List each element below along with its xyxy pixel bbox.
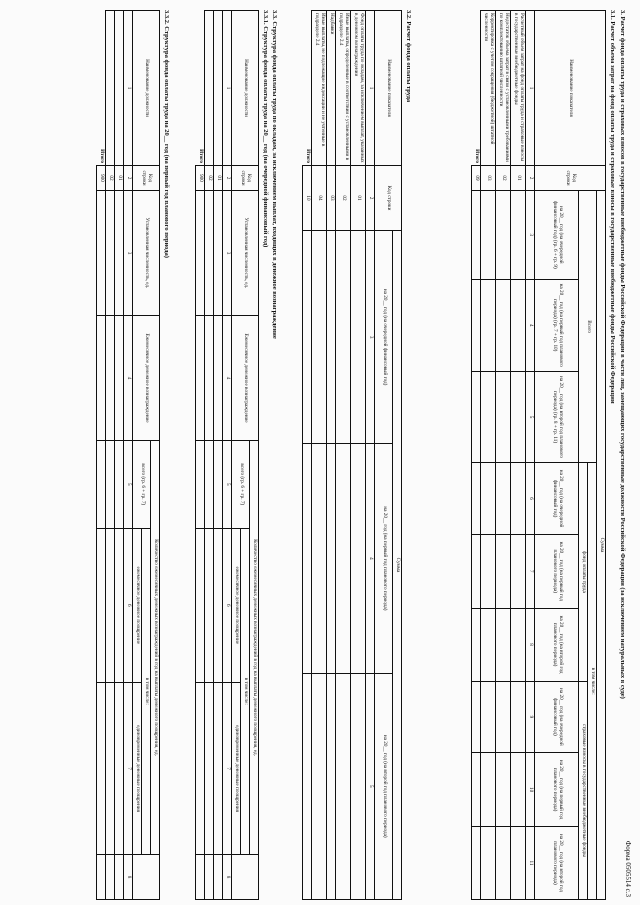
total-code: 10 [303, 166, 312, 231]
col-num: 7 [526, 534, 535, 608]
col-a: ежемесячное денежное поощрение [133, 528, 142, 682]
table-3-1 [471, 10, 606, 900]
heading-3-1: 3.1. Расчет объема затрат на фонд оплаты труда и страховые взносы в государственные внебюджетные фонды Российской Федерации [609, 10, 616, 404]
col-header-code: Код строки [375, 166, 402, 231]
group-count: Количество ежемесячных денежных вознаграждений в год на выплаты денежного поощрения, ед. [250, 441, 259, 855]
total-code: 900 [97, 166, 106, 191]
col-b: единовременные денежные поощрения [232, 683, 241, 855]
total-code: 09 [472, 166, 481, 191]
col-header-staff: Установленная численность, ед. [133, 191, 160, 316]
col-header-name: Наименование должности [133, 11, 160, 166]
col-num: 3 [124, 191, 133, 316]
sub-col: на 20__ год (на второй год планового периода) [535, 608, 579, 681]
row-code: 04 [312, 166, 327, 231]
col-num: 5 [124, 441, 133, 529]
col-num: 2 [366, 166, 375, 231]
total-label: Итого [196, 11, 205, 166]
sub-col: на 20__ год (на первый год планового периода) [535, 534, 579, 608]
sub-col: на 20__ год (на очередной финансовый год) (гр. 6 + гр. 9) [535, 191, 579, 280]
col-num: 5 [526, 371, 535, 462]
row-code: 01 [351, 166, 366, 231]
col-all: всего (гр. 6 + гр. 7) [232, 441, 250, 529]
col-header-staff: Установленная численность, ед. [232, 191, 259, 316]
group-sum: Сумма [597, 191, 606, 900]
heading-main: 3. Расчет фонда оплаты труда и страховых взносов в государственные внебюджетные фонды Российской Федерации в части лиц, замещающих государственные должности Российской Федерации (за исключением натуральных в суде) [619, 10, 626, 699]
sub-col: на 20__ год (на очередной финансовый год) [375, 231, 393, 444]
row-code: 01 [115, 166, 124, 191]
col-num: 6 [526, 463, 535, 535]
total-code: 900 [196, 166, 205, 191]
col-num: 6 [223, 528, 232, 682]
col-header-name: Наименование показателя [535, 11, 606, 166]
row-code: 01 [511, 166, 526, 191]
col-header-code: Код строки [232, 166, 259, 191]
col-num: 4 [526, 279, 535, 371]
col-a: ежемесячное денежное поощрение [232, 528, 241, 682]
col-num: 7 [124, 683, 133, 855]
col-num: 10 [526, 753, 535, 827]
col-num: 5 [223, 441, 232, 529]
col-num: 8 [526, 608, 535, 681]
row-code: 02 [205, 166, 214, 191]
sub-col: на 20__ год (на первый год планового периода) [375, 444, 393, 673]
row-code: 02 [336, 166, 351, 231]
heading-3-2: 3.2. Расчет фонда оплаты труда [405, 10, 412, 103]
group-sum: Сумма [393, 231, 402, 900]
row-name: Недостаток объема затрат в связи с установленными требованиями по комплектованию штатной численности [496, 11, 511, 166]
col-num: 8 [124, 855, 133, 900]
group-incl: в том числе: [142, 528, 151, 854]
col-num: 1 [526, 11, 535, 166]
col-num: 7 [223, 683, 232, 855]
row-code: 01 [214, 166, 223, 191]
col-num: 2 [124, 166, 133, 191]
row-code: 02 [496, 166, 511, 191]
table-3-2 [302, 10, 402, 900]
row-name: Иные выплаты, не подлежащие индексации и не учтенные в подразделе 2.4 [312, 11, 327, 166]
col-header-pay: Ежемесячное денежное вознаграждение [133, 316, 160, 441]
group-incl: в том числе: [241, 528, 250, 854]
heading-3-3-1: 3.3.1. Структура фонда оплаты труда на 20__ год (на очередной финансовый год) [262, 10, 269, 248]
col-num: 6 [124, 528, 133, 682]
sub-col: на 20__ год (на очередной финансовый год) [535, 681, 579, 753]
group-total: Всего [579, 191, 597, 463]
row-name: Фонд оплаты труда по окладам, за исключением выплат, указанных в денежном вознаграждении [351, 11, 366, 166]
row-name: Расчетный объем затрат на фонд оплаты труда и страховые взносы в государственные внебюджетные фонды [511, 11, 526, 166]
table-3-3-1 [195, 10, 259, 900]
col-num: 4 [124, 316, 133, 441]
col-num: 4 [366, 444, 375, 673]
col-num: 2 [223, 166, 232, 191]
col-num: 3 [223, 191, 232, 316]
row-code: 03 [327, 166, 336, 231]
total-label: Итого [97, 11, 106, 166]
sub-col: на 20__ год (на первый год планового периода) [535, 753, 579, 827]
total-label: Итого [472, 11, 481, 166]
heading-3-3-2: 3.3.2. Структура фонда оплаты труда на 20__ год (на первый год планового периода) [163, 10, 170, 258]
sub-col: на 20__ год (на второй год планового периода) [535, 826, 579, 899]
sub-col: на 20__ год (на очередной финансовый год) [535, 463, 579, 535]
col-num: 11 [526, 826, 535, 899]
col-header-name: Наименование должности [232, 11, 259, 166]
sub-col: на 20__ год (на второй год планового периода) [375, 673, 393, 899]
table-3-3-2 [96, 10, 160, 900]
col-num: 3 [526, 191, 535, 280]
col-num: 8 [223, 855, 232, 900]
sub-col: на 20__ год (на второй год планового периода) (гр. 8 + гр. 11) [535, 371, 579, 462]
col-header-pay: Ежемесячное денежное вознаграждение [232, 316, 259, 441]
col-header-code: Код строки [535, 166, 606, 191]
row-name: Надбавки [327, 11, 336, 166]
col-header-code: Код строки [133, 166, 160, 191]
group-ins: страховые взносы в государственные внебюджетные фонды [579, 681, 588, 899]
col-b: единовременные денежные поощрения [133, 683, 142, 855]
sub-col: на 20__ год (на первый год планового периода) (гр. 7 + гр. 10) [535, 279, 579, 371]
row-name: Иные выплаты, определенные в соответствии с установленными в подразделе 2.4 [336, 11, 351, 166]
col-num: 3 [366, 231, 375, 444]
group-incl: в том числе: [588, 463, 597, 900]
group-count: Количество ежемесячных денежных вознаграждений в год на выплаты денежного поощрения, ед. [151, 441, 160, 855]
row-name: Корректировка с учетом сокращения (бюджетной) штатной численности [481, 11, 496, 166]
heading-3-3: 3.3. Структура фонда оплаты труда по окладам, за исключением выплат, входящих в денежное вознаграждение [271, 10, 278, 339]
row-code: 03 [481, 166, 496, 191]
col-num: 1 [124, 11, 133, 166]
col-num: 1 [366, 11, 375, 166]
col-header-name: Наименование показателя [375, 11, 402, 166]
col-num: 4 [223, 316, 232, 441]
row-code: 02 [106, 166, 115, 191]
col-num: 2 [526, 166, 535, 191]
form-code: Форма 0505514 с.3 [624, 840, 632, 897]
total-label: Итого [303, 11, 312, 166]
col-all: всего (гр. 6 + гр. 7) [133, 441, 151, 529]
col-num: 1 [223, 11, 232, 166]
col-num: 9 [526, 681, 535, 753]
col-num: 5 [366, 673, 375, 899]
group-fot: фонд оплаты труда [579, 463, 588, 681]
